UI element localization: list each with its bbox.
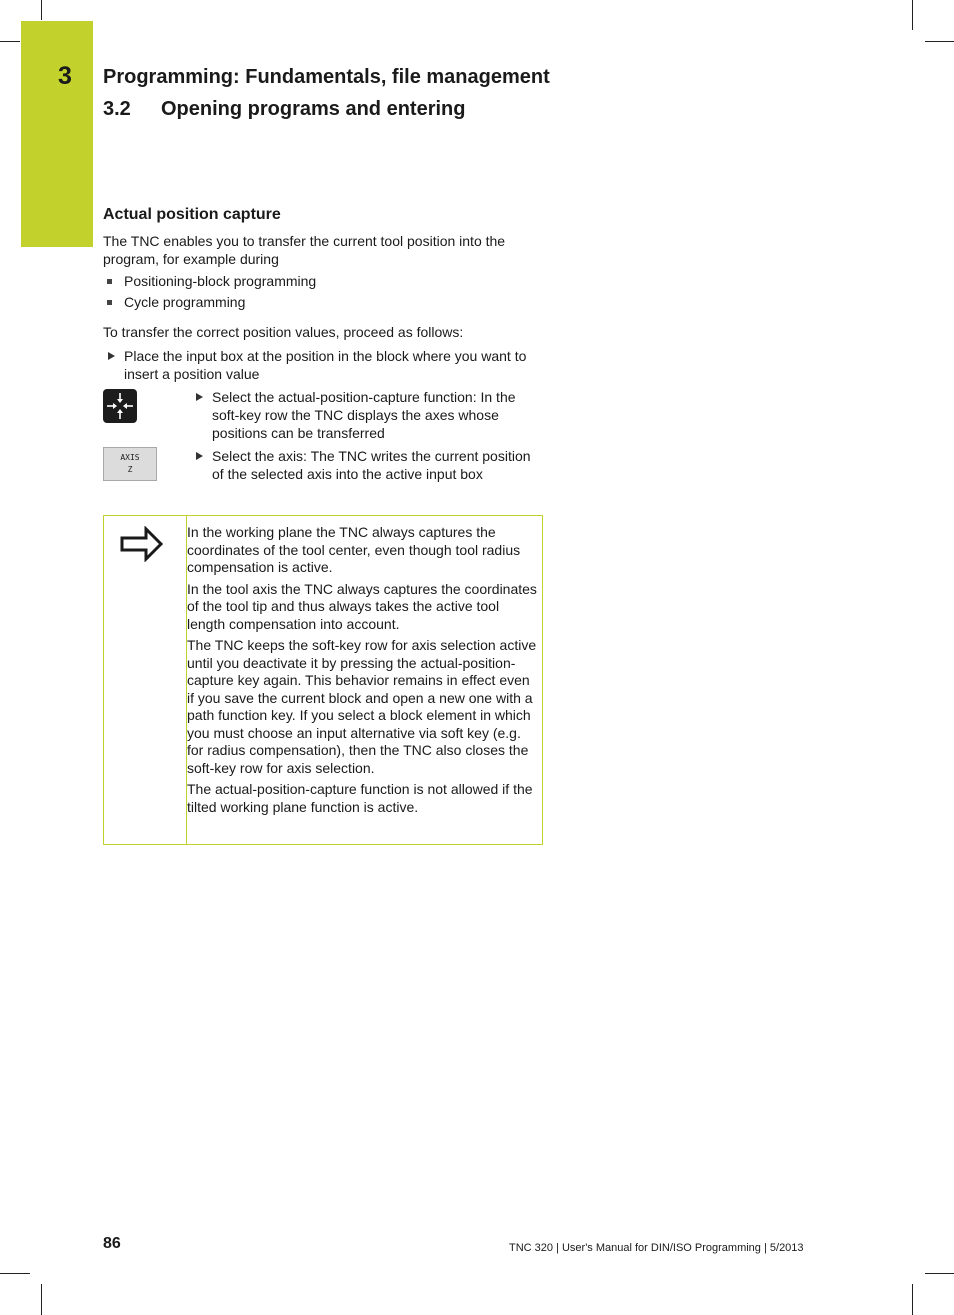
crop-mark — [912, 0, 913, 30]
square-bullet-icon — [107, 279, 112, 284]
subsection-title: Actual position capture — [103, 206, 281, 223]
note-paragraph: In the working plane the TNC always captures the coordinates of the tool center, even though tool radius compensation is active. — [187, 524, 521, 575]
note-paragraph: The actual-position-capture function is not allowed if the tilted working plane function is active. — [187, 781, 533, 815]
position-capture-icon — [103, 389, 137, 423]
note-paragraph: In the tool axis the TNC always captures the coordinates of the tool tip and thus always takes the active tool length compensation into account. — [187, 580, 537, 632]
step-arrow-icon — [108, 352, 115, 360]
chapter-tab — [21, 21, 93, 247]
procedure-intro: To transfer the correct position values, proceed as follows: — [103, 324, 464, 340]
footer-text: TNC 320 | User's Manual for DIN/ISO Programming | 5/2013 — [509, 1242, 804, 1254]
crop-mark — [41, 1284, 42, 1315]
crop-mark — [925, 1273, 954, 1274]
step-arrow-icon — [196, 393, 203, 401]
axis-z-softkey[interactable]: AXIS Z — [103, 447, 157, 481]
crop-mark — [41, 0, 42, 20]
section-number: 3.2 — [103, 98, 131, 120]
crop-mark — [0, 1273, 30, 1274]
crop-mark — [912, 1284, 913, 1315]
section-title: Opening programs and entering — [161, 98, 466, 120]
note-arrow-icon — [120, 526, 164, 562]
intro-paragraph: The TNC enables you to transfer the current tool position into the program, for example during — [103, 233, 506, 267]
crop-mark — [0, 41, 20, 42]
chapter-title: Programming: Fundamentals, file management — [103, 66, 550, 88]
chapter-number: 3 — [58, 62, 72, 90]
actual-position-capture-key[interactable] — [103, 389, 137, 423]
section-heading — [103, 98, 465, 121]
crop-mark — [925, 41, 954, 42]
square-bullet-icon — [107, 300, 112, 305]
note-text — [187, 524, 537, 820]
step-arrow-icon — [196, 452, 203, 460]
page-number: 86 — [103, 1235, 121, 1252]
note-paragraph: The TNC keeps the soft-key row for axis selection active until you deactivate it by pressing the actual-position-capture key again. This behavior remains in effect even if you save the current block and open a new one with a path function key. If you select a block element in which you must choose an input alternative via soft key (e.g. for radius compensation), then the TNC also closes the soft-key row for axis selection. — [187, 637, 537, 776]
note-box — [103, 515, 543, 845]
